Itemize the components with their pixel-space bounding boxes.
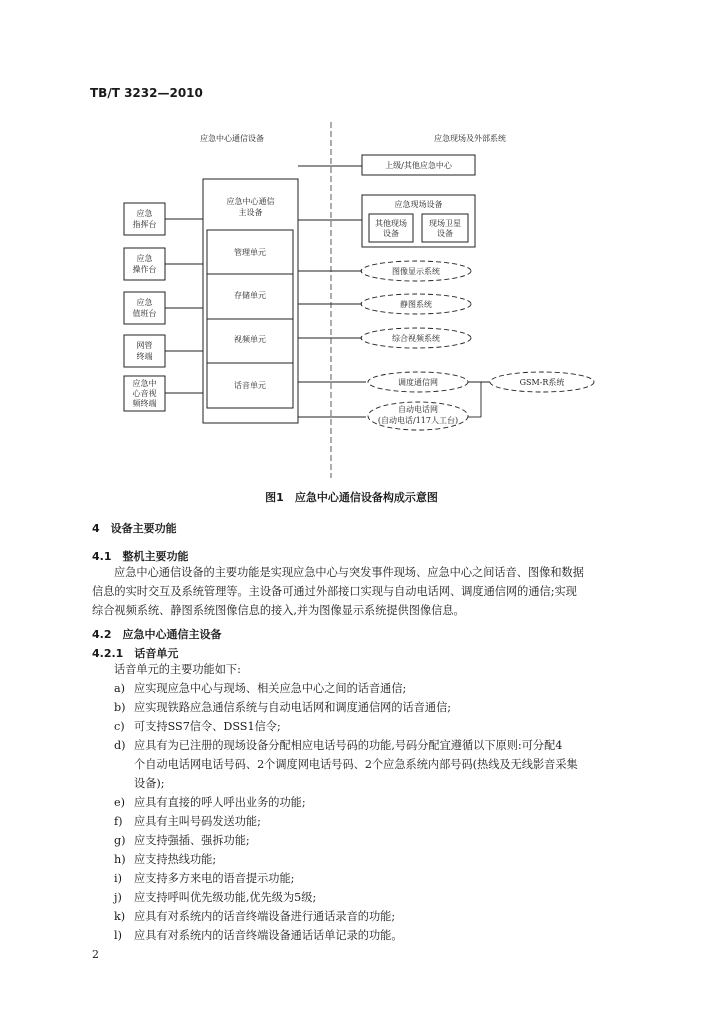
section-4-2-1-heading: 4.2.1 话音单元 (92, 647, 179, 660)
section-4-heading: 4 设备主要功能 (92, 522, 177, 535)
svg-text:应急: 应急 (136, 254, 153, 263)
paragraph-line: 应急中心通信设备的主要功能是实现应急中心与突发事件现场、应急中心之间话音、图像和数据 (114, 566, 584, 579)
svg-text:终端: 终端 (136, 352, 153, 361)
terminal-command (124, 203, 165, 235)
svg-text:应急中心通信: 应急中心通信 (226, 197, 275, 206)
auto-phone-network: 自动电话网 (398, 405, 438, 414)
paragraph-line: 信息的实时交互及系统管理等。主设备可通过外部接口实现与自动电话网、调度通信网的通信;实现 (92, 585, 577, 598)
svg-text:设备: 设备 (383, 229, 399, 238)
list-item: b) 应实现铁路应急通信系统与自动电话网和调度通信网的话音通信; (114, 701, 452, 714)
svg-text:主设备: 主设备 (238, 208, 263, 217)
dispatch-network: 调度通信网 (398, 378, 438, 387)
list-item: c) 可支持SS7信令、DSS1信令; (114, 720, 281, 733)
svg-text:存储单元: 存储单元 (234, 291, 266, 300)
list-item: h) 应支持热线功能; (114, 853, 217, 866)
section-4-2-1-intro: 话音单元的主要功能如下: (114, 663, 241, 676)
upper-emergency-center (362, 155, 475, 175)
paragraph-line: 综合视频系统、静图系统图像信息的接入,并为图像显示系统提供图像信息。 (92, 604, 465, 617)
image-display-system: 图像显示系统 (392, 267, 440, 276)
svg-text:上级/其他应急中心: 上级/其他应急中心 (385, 161, 452, 170)
list-item: d) 应具有为已注册的现场设备分配相应电话号码的功能,号码分配宜遵循以下原则:可分配4 个自动电话网电话号码、2个调度网电话号码、2个应急系统内部号码(热线及无线影音采集 设备); (114, 739, 578, 790)
svg-text:应急: 应急 (136, 209, 153, 218)
terminal-operation (124, 248, 165, 280)
integrated-video-system: 综合视频系统 (392, 334, 440, 343)
right-heading: 应急现场及外部系统 (434, 134, 506, 143)
terminal-nms (124, 335, 165, 367)
gsmr-system: GSM-R系统 (519, 378, 565, 387)
list-item: k) 应具有对系统内的话音终端设备进行通话录音的功能; (114, 910, 396, 923)
svg-text:值班台: 值班台 (132, 309, 157, 318)
svg-text:现场卫星: 现场卫星 (429, 219, 461, 228)
left-heading: 应急中心通信设备 (200, 134, 264, 143)
unit-storage (207, 274, 293, 319)
list-item: j) 应支持呼叫优先级功能,优先级为5级; (114, 891, 317, 904)
page-number: 2 (92, 948, 99, 961)
svg-text:网管: 网管 (136, 341, 153, 350)
svg-text:话音单元: 话音单元 (234, 381, 266, 390)
svg-text:其他现场: 其他现场 (375, 219, 407, 228)
svg-text:指挥台: 指挥台 (132, 220, 157, 229)
unit-voice (207, 363, 293, 408)
figure-caption: 图1 应急中心通信设备构成示意图 (265, 491, 438, 504)
standard-number: TB/T 3232—2010 (90, 86, 203, 100)
svg-text:应急: 应急 (136, 298, 153, 307)
svg-text:操作台: 操作台 (132, 265, 157, 274)
onsite-equipment-group (362, 195, 475, 247)
svg-text:设备: 设备 (437, 229, 453, 238)
list-item: l) 应具有对系统内的话音终端设备通话话单记录的功能。 (114, 929, 403, 942)
svg-text:频终端: 频终端 (132, 399, 157, 408)
svg-text:心音视: 心音视 (132, 389, 157, 398)
list-item: i) 应支持多方来电的语音提示功能; (114, 872, 295, 885)
list-item: f) 应具有主叫号码发送功能; (114, 815, 261, 828)
list-item: a) 应实现应急中心与现场、相关应急中心之间的话音通信; (114, 682, 407, 695)
list-item: e) 应具有直接的呼人呼出业务的功能; (114, 796, 306, 809)
svg-text:管理单元: 管理单元 (234, 248, 266, 257)
section-4-1-body (92, 563, 652, 620)
svg-text:应急中: 应急中 (132, 379, 157, 388)
svg-text:应急现场设备: 应急现场设备 (394, 200, 443, 209)
unit-management (207, 230, 293, 274)
section-4-2-heading: 4.2 应急中心通信主设备 (92, 628, 222, 641)
terminal-av (124, 376, 165, 411)
terminal-duty (124, 292, 165, 324)
section-4-1-heading: 4.1 整机主要功能 (92, 550, 189, 563)
svg-text:视频单元: 视频单元 (234, 335, 266, 344)
still-image-system: 静图系统 (400, 300, 432, 309)
function-list (114, 679, 654, 945)
auto-phone-detail: (自动电话/117人工台) (377, 416, 459, 425)
unit-video (207, 319, 293, 363)
list-item: g) 应支持强插、强拆功能; (114, 834, 250, 847)
